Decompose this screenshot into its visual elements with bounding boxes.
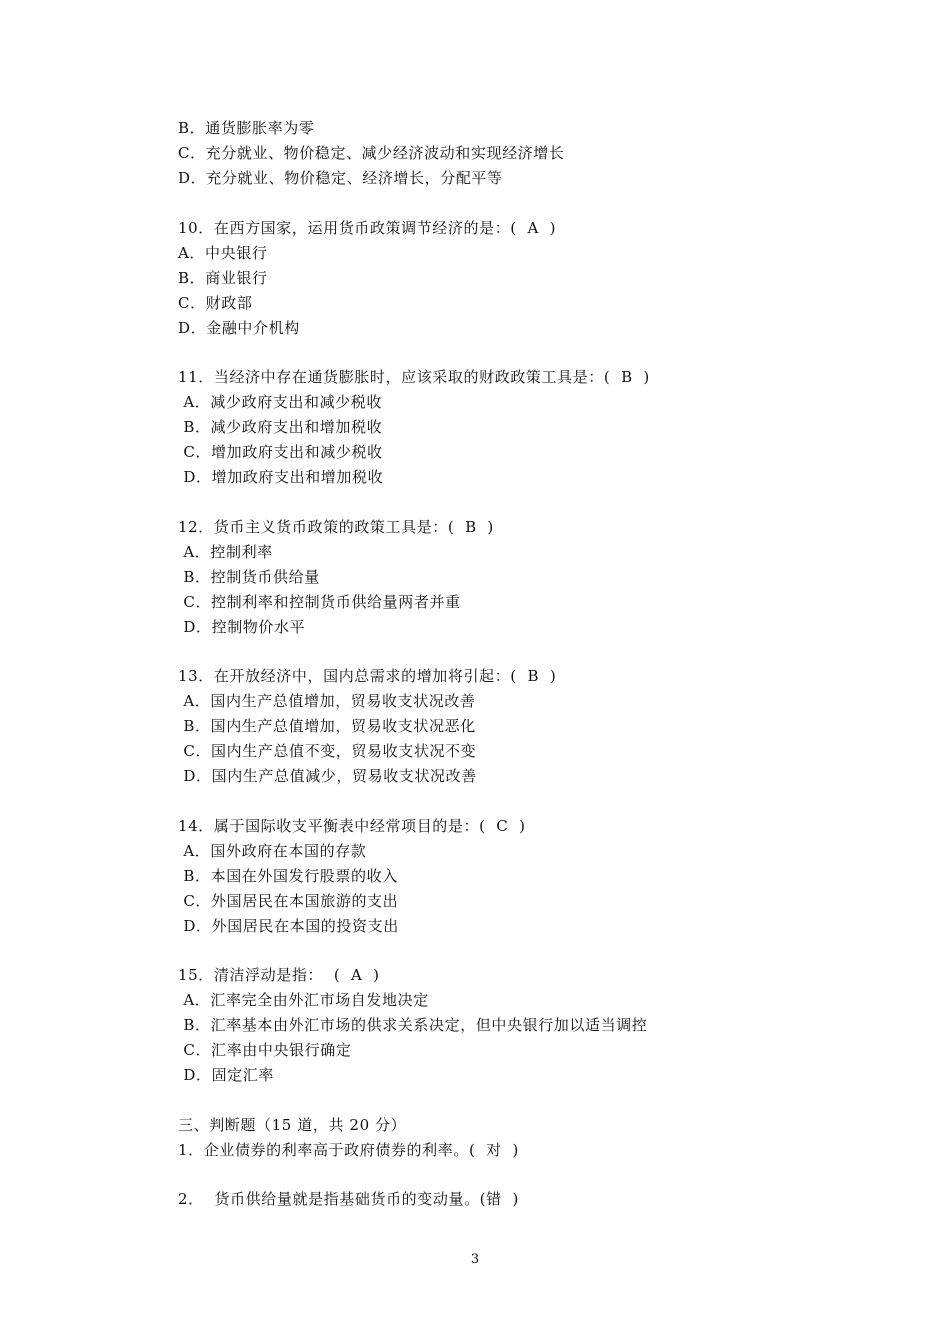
q14-question: 14．属于国际收支平衡表中经常项目的是：( C ) bbox=[178, 817, 526, 835]
q9-option-b: B．通货膨胀率为零 bbox=[178, 119, 315, 137]
section-heading-true-false: 三、判断题（15 道，共 20 分） bbox=[178, 1116, 407, 1134]
tf-question-1: 1．企业债券的利率高于政府债券的利率。( 对 ) bbox=[178, 1141, 519, 1159]
q14-option-b: B．本国在外国发行股票的收入 bbox=[178, 867, 398, 885]
tf-question-2: 2． 货币供给量就是指基础货币的变动量。(错 ) bbox=[178, 1190, 519, 1208]
q11-option-a: A．减少政府支出和减少税收 bbox=[178, 393, 383, 411]
q14-option-c: C．外国居民在本国旅游的支出 bbox=[178, 892, 399, 910]
q13-option-c: C．国内生产总值不变，贸易收支状况不变 bbox=[178, 742, 477, 760]
page-number: 3 bbox=[470, 1252, 480, 1267]
q13-question: 13．在开放经济中，国内总需求的增加将引起：( B ) bbox=[178, 667, 557, 685]
q11-option-d: D．增加政府支出和增加税收 bbox=[178, 468, 384, 486]
q9-option-c: C．充分就业、物价稳定、减少经济波动和实现经济增长 bbox=[178, 144, 565, 162]
q12-option-a: A．控制利率 bbox=[178, 543, 273, 561]
q13-option-a: A．国内生产总值增加，贸易收支状况改善 bbox=[178, 692, 476, 710]
q15-question: 15．清洁浮动是指： ( A ) bbox=[178, 966, 380, 984]
q15-option-b: B．汇率基本由外汇市场的供求关系决定，但中央银行加以适当调控 bbox=[178, 1016, 648, 1034]
q15-option-d: D．固定汇率 bbox=[178, 1066, 274, 1084]
q10-option-d: D．金融中介机构 bbox=[178, 319, 300, 337]
q12-option-b: B．控制货币供给量 bbox=[178, 568, 320, 586]
q15-option-c: C．汇率由中央银行确定 bbox=[178, 1041, 352, 1059]
q10-option-a: A．中央银行 bbox=[178, 244, 268, 262]
q12-question: 12．货币主义货币政策的政策工具是：( B ) bbox=[178, 518, 494, 536]
q15-option-a: A．汇率完全由外汇市场自发地决定 bbox=[178, 991, 429, 1009]
q13-option-d: D．国内生产总值减少，贸易收支状况改善 bbox=[178, 767, 477, 785]
q11-question: 11．当经济中存在通货膨胀时，应该采取的财政政策工具是：( B ) bbox=[178, 368, 650, 386]
q11-option-c: C．增加政府支出和减少税收 bbox=[178, 443, 383, 461]
q13-option-b: B．国内生产总值增加，贸易收支状况恶化 bbox=[178, 717, 476, 735]
q11-option-b: B．减少政府支出和增加税收 bbox=[178, 418, 383, 436]
q14-option-d: D．外国居民在本国的投资支出 bbox=[178, 917, 399, 935]
q10-question: 10．在西方国家，运用货币政策调节经济的是：( A ) bbox=[178, 219, 557, 237]
q14-option-a: A．国外政府在本国的存款 bbox=[178, 842, 367, 860]
q9-option-d: D．充分就业、物价稳定、经济增长，分配平等 bbox=[178, 169, 503, 187]
q12-option-d: D．控制物价水平 bbox=[178, 618, 306, 636]
q10-option-b: B．商业银行 bbox=[178, 269, 268, 287]
q12-option-c: C．控制利率和控制货币供给量两者并重 bbox=[178, 593, 461, 611]
q10-option-c: C．财政部 bbox=[178, 294, 253, 312]
